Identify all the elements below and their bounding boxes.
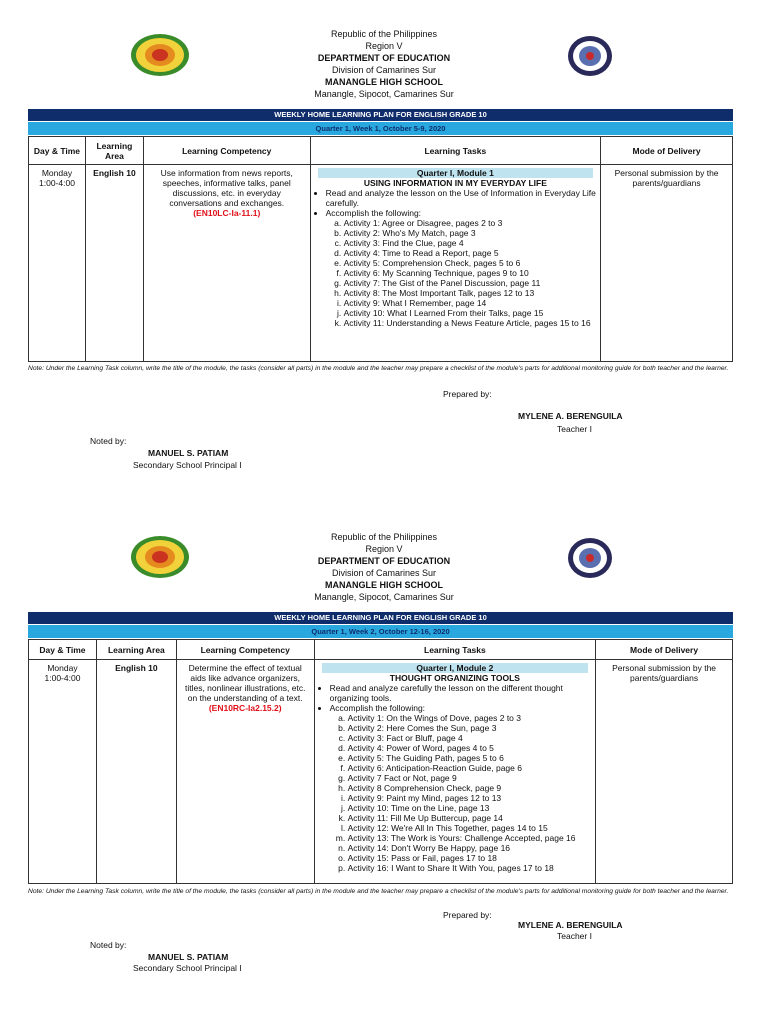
activity-item: p. Activity 16: I Want to Share It With You, pages 17 to 18 <box>348 863 593 873</box>
plan-table-2 <box>28 639 733 884</box>
header-school: MANANGLE HIGH SCHOOL <box>325 77 443 87</box>
col-competency: Learning Competency <box>176 640 314 660</box>
col-learning-area: Learning Area <box>85 137 143 165</box>
letterhead-2 <box>0 531 768 603</box>
day-time-cell <box>29 660 97 884</box>
tasks-cell <box>314 660 596 884</box>
header-department: DEPARTMENT OF EDUCATION <box>317 556 451 566</box>
learning-area-cell: English 10 <box>85 165 143 362</box>
header-address: Manangle, Sipocot, Camarines Sur <box>314 592 454 602</box>
table-row <box>29 165 733 362</box>
time: 1:00-4:00 <box>39 178 75 188</box>
activity-item: f. Activity 6: My Scanning Technique, pages 9 to 10 <box>344 268 598 278</box>
letterhead-1 <box>0 28 768 100</box>
header-division: Division of Camarines Sur <box>331 568 437 578</box>
activity-item: n. Activity 14: Don't Worry Be Happy, page 16 <box>348 843 593 853</box>
header-region: Region V <box>365 41 403 51</box>
col-competency: Learning Competency <box>143 137 310 165</box>
prepared-by-label: Prepared by: <box>443 389 492 399</box>
activity-item: b. Activity 2: Who's My Match, page 3 <box>344 228 598 238</box>
accomplish-label: Accomplish the following: <box>325 208 422 218</box>
header-school: MANANGLE HIGH SCHOOL <box>325 580 443 590</box>
principal-name: MANUEL S. PATIAM <box>148 952 229 962</box>
plan-title-bar-1: WEEKLY HOME LEARNING PLAN FOR ENGLISH GRADE 10 <box>28 109 733 121</box>
activity-item: m. Activity 13: The Work is Yours: Challenge Accepted, page 16 <box>348 833 593 843</box>
noted-by-label: Noted by: <box>90 940 127 950</box>
activity-item: g. Activity 7: The Gist of the Panel Discussion, page 11 <box>344 278 598 288</box>
teacher-name: MYLENE A. BERENGUILA <box>518 411 623 421</box>
activity-item: h. Activity 8 Comprehension Check, page 9 <box>348 783 593 793</box>
competency-cell <box>176 660 314 884</box>
task-bullet-read: • Read and analyze the lesson on the Use of Information in Everyday Life carefully. <box>326 188 598 208</box>
note-2: Note: Under the Learning Task column, write the title of the module, the tasks (consider all parts) in the module and the teacher may prepare a checklist of the module's parts for additional monitoring guide for both teacher and the learner. <box>28 888 729 895</box>
task-list <box>314 188 598 328</box>
quarter-bar-1: Quarter 1, Week 1, October 5-9, 2020 <box>28 122 733 135</box>
teacher-title: Teacher I <box>557 931 592 941</box>
delivery-cell: Personal submission by the parents/guardians <box>601 165 733 362</box>
activity-item: o. Activity 15: Pass or Fail, pages 17 to 18 <box>348 853 593 863</box>
col-tasks: Learning Tasks <box>314 640 596 660</box>
activity-item: j. Activity 10: Time on the Line, page 13 <box>348 803 593 813</box>
col-day-time: Day & Time <box>29 640 97 660</box>
day: Monday <box>47 663 78 673</box>
header-republic: Republic of the Philippines <box>330 29 438 39</box>
activity-item: d. Activity 4: Power of Word, pages 4 to 5 <box>348 743 593 753</box>
quarter-bar-2: Quarter 1, Week 2, October 12-16, 2020 <box>28 625 733 638</box>
module-title: USING INFORMATION IN MY EVERYDAY LIFE <box>363 178 547 188</box>
competency-text: Determine the effect of textual aids like advance organizers, titles, nonlinear illustrations, etc. on the understanding of a text. <box>184 663 306 703</box>
activity-item: b. Activity 2: Here Comes the Sun, page 3 <box>348 723 593 733</box>
day-time-cell <box>29 165 86 362</box>
col-day-time: Day & Time <box>29 137 86 165</box>
table-header-row <box>29 640 733 660</box>
header-address: Manangle, Sipocot, Camarines Sur <box>314 89 454 99</box>
principal-title: Secondary School Principal I <box>133 963 242 973</box>
activity-item: e. Activity 5: Comprehension Check, pages 5 to 6 <box>344 258 598 268</box>
accomplish-label: Accomplish the following: <box>329 703 426 713</box>
tasks-cell <box>310 165 601 362</box>
module-label: Quarter I, Module 1 <box>318 168 594 178</box>
activity-item: l. Activity 12: We're All In This Together, pages 14 to 15 <box>348 823 593 833</box>
prepared-by-label: Prepared by: <box>443 910 492 920</box>
activity-item: h. Activity 8: The Most Important Talk, pages 12 to 13 <box>344 288 598 298</box>
activity-item: d. Activity 4: Time to Read a Report, page 5 <box>344 248 598 258</box>
teacher-title: Teacher I <box>557 424 592 434</box>
principal-title: Secondary School Principal I <box>133 460 242 470</box>
task-bullet-accomplish <box>326 208 598 328</box>
day: Monday <box>41 168 73 178</box>
activity-list <box>326 218 598 328</box>
header-division: Division of Camarines Sur <box>331 65 437 75</box>
activity-item: e. Activity 5: The Guiding Path, pages 5 to 6 <box>348 753 593 763</box>
competency-text: Use information from news reports, speeches, informative talks, panel discussions, etc. in everyday conversations and exchanges. <box>160 168 293 208</box>
col-delivery: Mode of Delivery <box>596 640 733 660</box>
activity-item: j. Activity 10: What I Learned From their Talks, page 15 <box>344 308 598 318</box>
col-learning-area: Learning Area <box>96 640 176 660</box>
table-header-row <box>29 137 733 165</box>
plan-title-bar-2: WEEKLY HOME LEARNING PLAN FOR ENGLISH GRADE 10 <box>28 612 733 624</box>
activity-item: i. Activity 9: Paint my Mind, pages 12 to 13 <box>348 793 593 803</box>
header-region: Region V <box>365 544 403 554</box>
activity-item: c. Activity 3: Fact or Bluff, page 4 <box>348 733 593 743</box>
activity-list <box>330 713 593 873</box>
competency-code: (EN10RC-Ia2.15.2) <box>208 703 282 713</box>
header-republic: Republic of the Philippines <box>330 532 438 542</box>
learning-area-cell: English 10 <box>96 660 176 884</box>
activity-item: a. Activity 1: Agree or Disagree, pages 2 to 3 <box>344 218 598 228</box>
delivery-cell: Personal submission by the parents/guardians <box>596 660 733 884</box>
teacher-name: MYLENE A. BERENGUILA <box>518 920 623 930</box>
note-1: Note: Under the Learning Task column, write the title of the module, the tasks (consider all parts) in the module and the teacher may prepare a checklist of the module's parts for additional monitoring guide for both teacher and the learner. <box>28 365 729 372</box>
plan-table-1 <box>28 136 733 362</box>
module-label: Quarter I, Module 2 <box>322 663 589 673</box>
task-list <box>318 683 593 873</box>
competency-cell <box>143 165 310 362</box>
activity-item: k. Activity 11: Understanding a News Feature Article, pages 15 to 16 <box>344 318 598 328</box>
activity-item: f. Activity 6: Anticipation-Reaction Guide, page 6 <box>348 763 593 773</box>
time: 1:00-4:00 <box>44 673 81 683</box>
noted-by-label: Noted by: <box>90 436 127 446</box>
table-row <box>29 660 733 884</box>
task-bullet-read: • Read and analyze carefully the lesson on the different thought organizing tools. <box>330 683 593 703</box>
col-delivery: Mode of Delivery <box>601 137 733 165</box>
col-tasks: Learning Tasks <box>310 137 601 165</box>
activity-item: c. Activity 3: Find the Clue, page 4 <box>344 238 598 248</box>
competency-code: (EN10LC-Ia-11.1) <box>193 208 261 218</box>
activity-item: i. Activity 9: What I Remember, page 14 <box>344 298 598 308</box>
task-bullet-accomplish <box>330 703 593 873</box>
activity-item: k. Activity 11: Fill Me Up Buttercup, page 14 <box>348 813 593 823</box>
activity-item: a. Activity 1: On the Wings of Dove, pages 2 to 3 <box>348 713 593 723</box>
module-title: THOUGHT ORGANIZING TOOLS <box>389 673 520 683</box>
activity-item: g. Activity 7 Fact or Not, page 9 <box>348 773 593 783</box>
header-department: DEPARTMENT OF EDUCATION <box>317 53 451 63</box>
principal-name: MANUEL S. PATIAM <box>148 448 229 458</box>
